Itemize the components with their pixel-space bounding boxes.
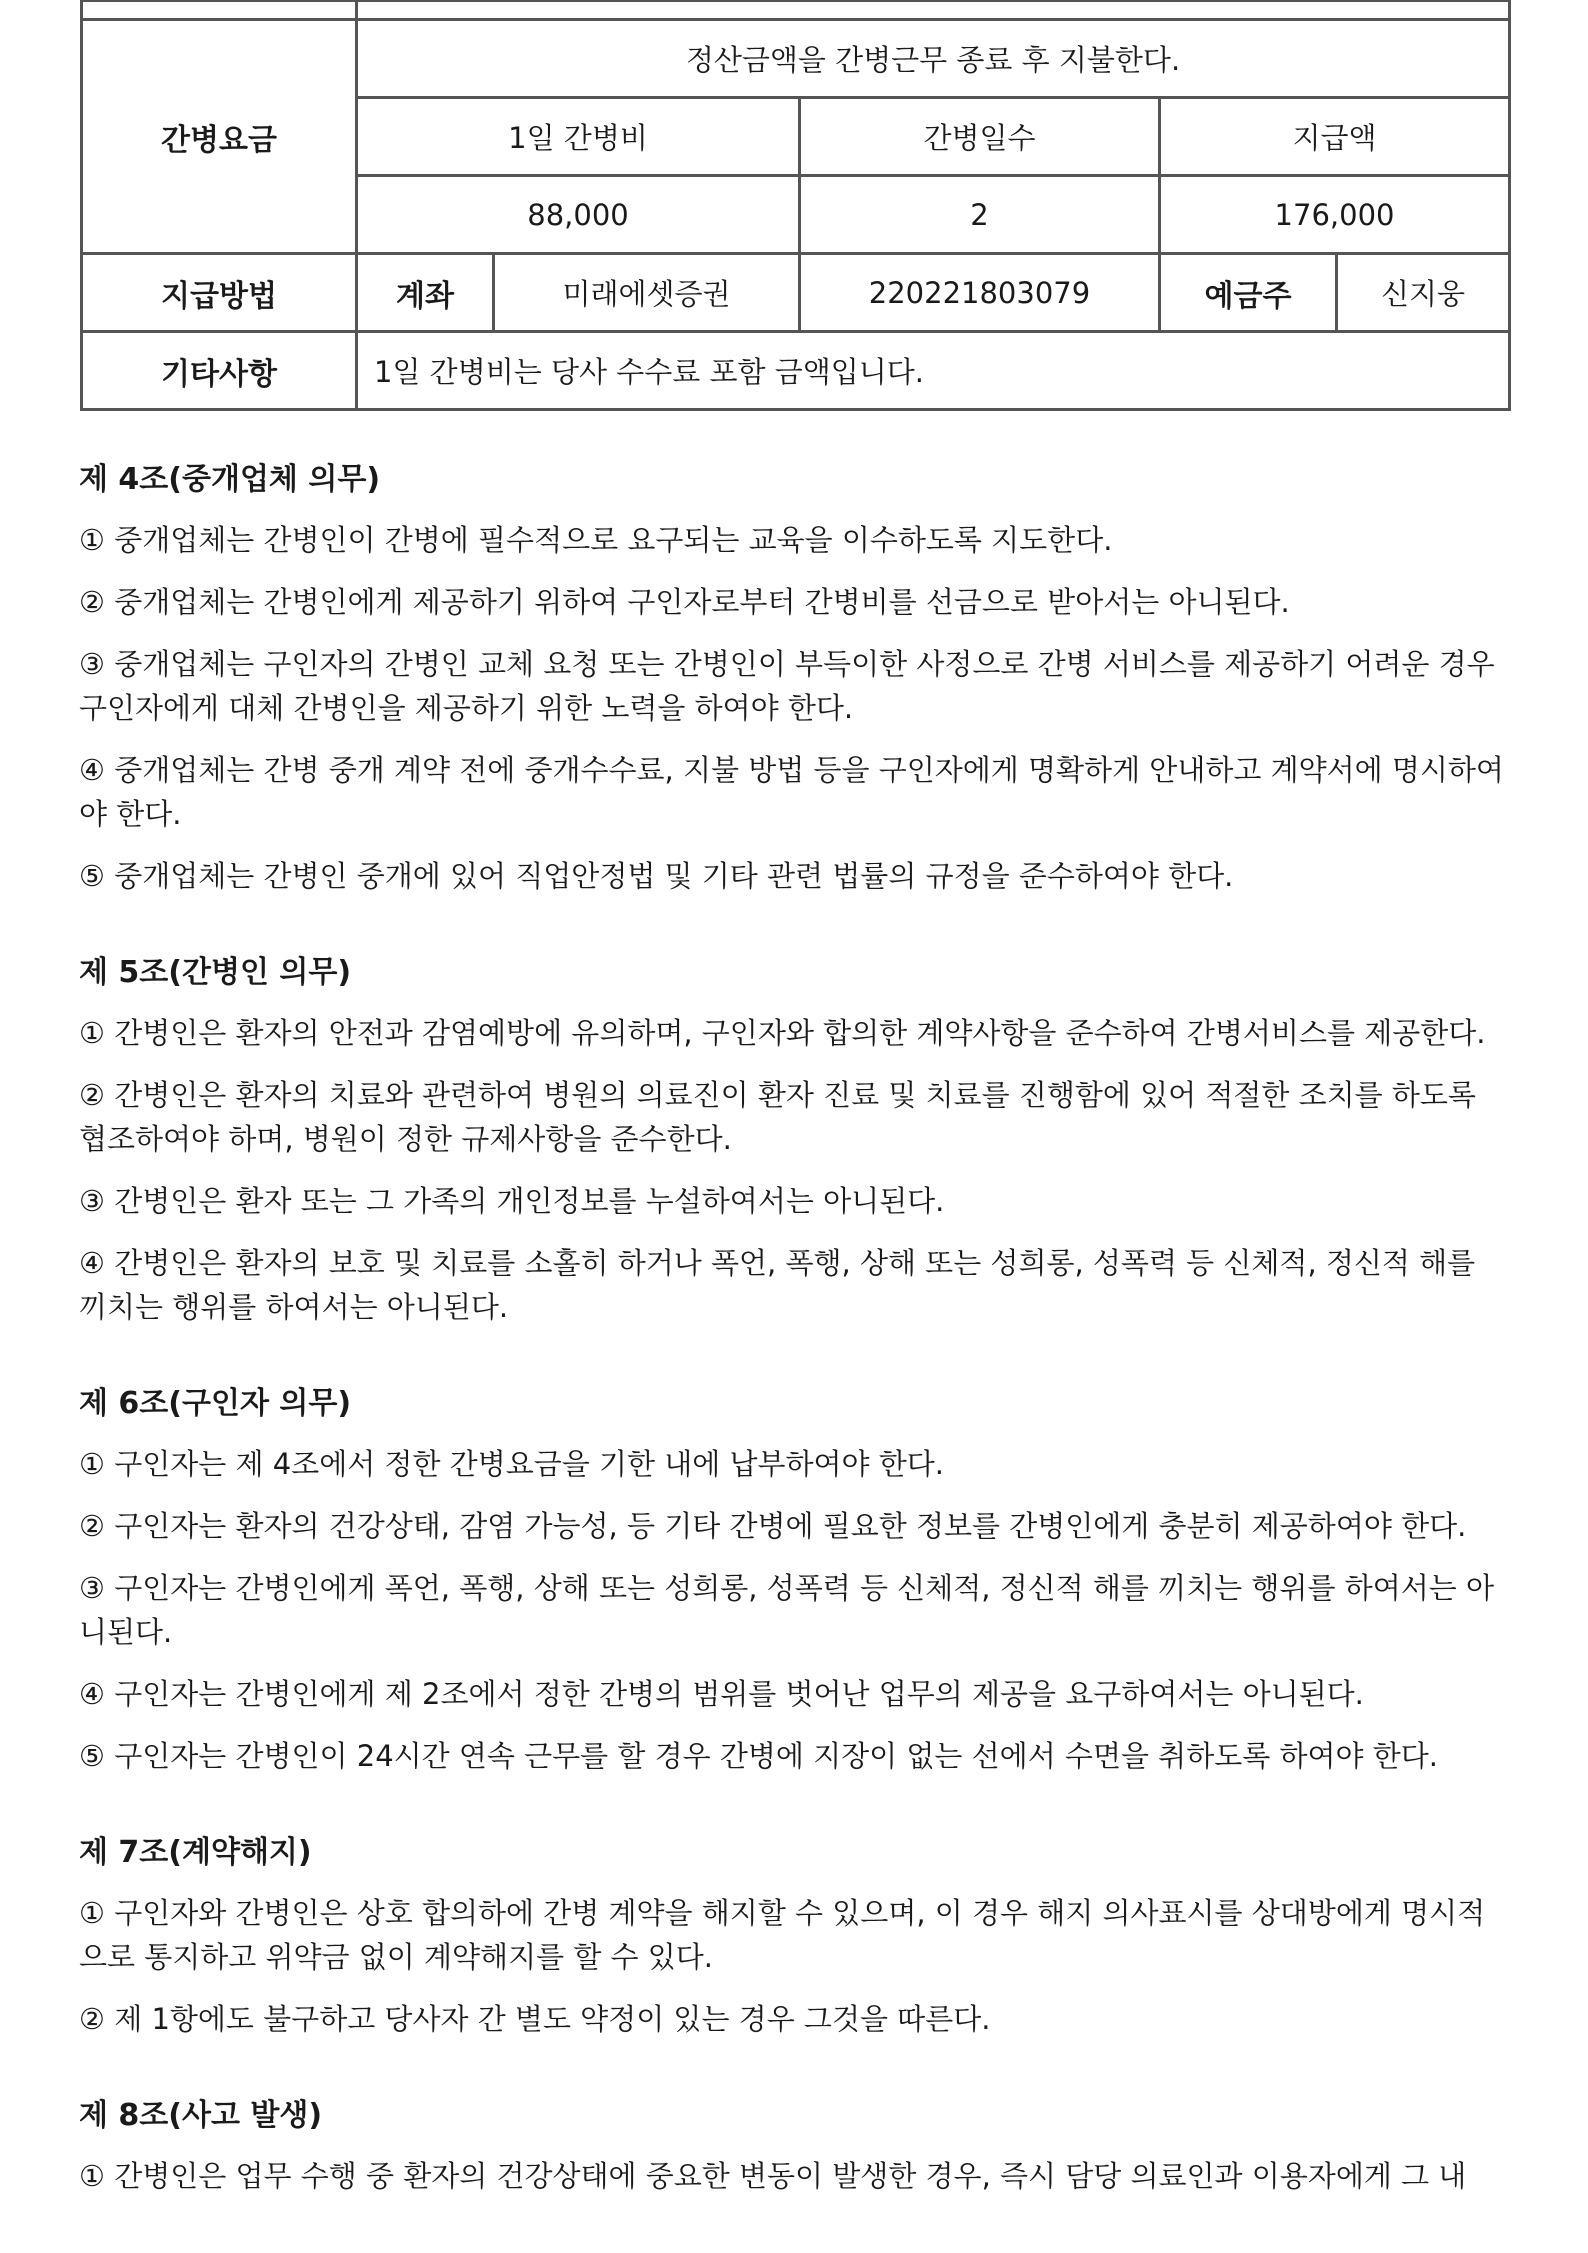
- column-amount: 지급액: [1160, 98, 1510, 176]
- article-title: 제 6조(구인자 의무): [79, 1386, 352, 1421]
- article-title: 제 8조(사고 발생): [79, 2098, 323, 2133]
- clause: ② 구인자는 환자의 건강상태, 감염 가능성, 등 기타 간병에 필요한 정보를 간병인에게 충분히 제공하여야 한다.: [79, 1509, 1467, 1543]
- clause: ② 제 1항에도 불구하고 당사자 간 별도 약정이 있는 경우 그것을 따른다.: [79, 2002, 991, 2036]
- other-label: 기타사항: [82, 332, 357, 410]
- article-5: [79, 953, 1511, 1329]
- clause: ④ 구인자는 간병인에게 제 2조에서 정한 간병의 범위를 벗어난 업무의 제공을 요구하여서는 아니된다.: [79, 1677, 1364, 1711]
- account-label: 계좌: [357, 254, 494, 332]
- clause: ① 구인자는 제 4조에서 정한 간병요금을 기한 내에 납부하여야 한다.: [79, 1447, 944, 1481]
- article-title: 제 5조(간병인 의무): [79, 955, 352, 990]
- column-daily-fee: 1일 간병비: [357, 98, 800, 176]
- fee-label: 간병요금: [82, 20, 357, 254]
- table-row: [82, 254, 1510, 332]
- amount-value: 176,000: [1160, 176, 1510, 254]
- clause: ② 간병인은 환자의 치료와 관련하여 병원의 의료진이 환자 진료 및 치료를 진행함에 있어 적절한 조치를 하도록 협조하여야 하며, 병원이 정한 규제사항을 준수한다.: [79, 1078, 1476, 1156]
- articles: [79, 460, 1511, 2253]
- article-6: [79, 1384, 1511, 1778]
- clause: ④ 간병인은 환자의 보호 및 치료를 소홀히 하거나 폭언, 폭행, 상해 또는 성희롱, 성폭력 등 신체적, 정신적 해를 끼치는 행위를 하여서는 아니된다.: [79, 1246, 1476, 1324]
- clause: ① 간병인은 환자의 안전과 감염예방에 유의하며, 구인자와 합의한 계약사항을 준수하여 간병서비스를 제공한다.: [79, 1016, 1486, 1050]
- daily-fee-value: 88,000: [357, 176, 800, 254]
- clause: ② 중개업체는 간병인에게 제공하기 위하여 구인자로부터 간병비를 선금으로 받아서는 아니된다.: [79, 585, 1290, 619]
- other-text: 1일 간병비는 당사 수수료 포함 금액입니다.: [357, 332, 1510, 410]
- clause: ⑤ 구인자는 간병인이 24시간 연속 근무를 할 경우 간병에 지장이 없는 선에서 수면을 취하도록 하여야 한다.: [79, 1739, 1438, 1773]
- clause: ① 간병인은 업무 수행 중 환자의 건강상태에 중요한 변동이 발생한 경우, 즉시 담당 의료인과 이용자에게 그 내: [79, 2159, 1467, 2193]
- settlement-note: 정산금액을 간병근무 종료 후 지불한다.: [357, 20, 1510, 98]
- clause: ③ 구인자는 간병인에게 폭언, 폭행, 상해 또는 성희롱, 성폭력 등 신체적, 정신적 해를 끼치는 행위를 하여서는 아니된다.: [79, 1571, 1494, 1649]
- table-row: [82, 20, 1510, 98]
- account-number: 220221803079: [800, 254, 1160, 332]
- article-8: [79, 2096, 1511, 2198]
- table-row: [82, 332, 1510, 410]
- table-row-prev: [82, 1, 1510, 20]
- holder-label: 예금주: [1160, 254, 1337, 332]
- clause: ④ 중개업체는 간병 중개 계약 전에 중개수수료, 지불 방법 등을 구인자에게 명확하게 안내하고 계약서에 명시하여야 한다.: [79, 753, 1504, 831]
- clause: ③ 간병인은 환자 또는 그 가족의 개인정보를 누설하여서는 아니된다.: [79, 1184, 945, 1218]
- payment-label: 지급방법: [82, 254, 357, 332]
- bank-name: 미래에셋증권: [494, 254, 800, 332]
- article-4: [79, 460, 1511, 898]
- days-value: 2: [800, 176, 1160, 254]
- article-title: 제 4조(중개업체 의무): [79, 462, 381, 497]
- article-7: [79, 1833, 1511, 2041]
- clause: ⑤ 중개업체는 간병인 중개에 있어 직업안정법 및 기타 관련 법률의 규정을 준수하여야 한다.: [79, 859, 1234, 893]
- clause: ① 구인자와 간병인은 상호 합의하에 간병 계약을 해지할 수 있으며, 이 경우 해지 의사표시를 상대방에게 명시적으로 통지하고 위약금 없이 계약해지를 할 수 있다.: [79, 1896, 1486, 1974]
- fee-table: [80, 0, 1511, 411]
- holder-name: 신지웅: [1337, 254, 1510, 332]
- column-days: 간병일수: [800, 98, 1160, 176]
- clause: ① 중개업체는 간병인이 간병에 필수적으로 요구되는 교육을 이수하도록 지도한다.: [79, 523, 1113, 557]
- clause: ③ 중개업체는 구인자의 간병인 교체 요청 또는 간병인이 부득이한 사정으로 간병 서비스를 제공하기 어려운 경우 구인자에게 대체 간병인을 제공하기 위한 노력을 하여야 한다.: [79, 647, 1495, 725]
- article-title: 제 7조(계약해지): [79, 1835, 312, 1870]
